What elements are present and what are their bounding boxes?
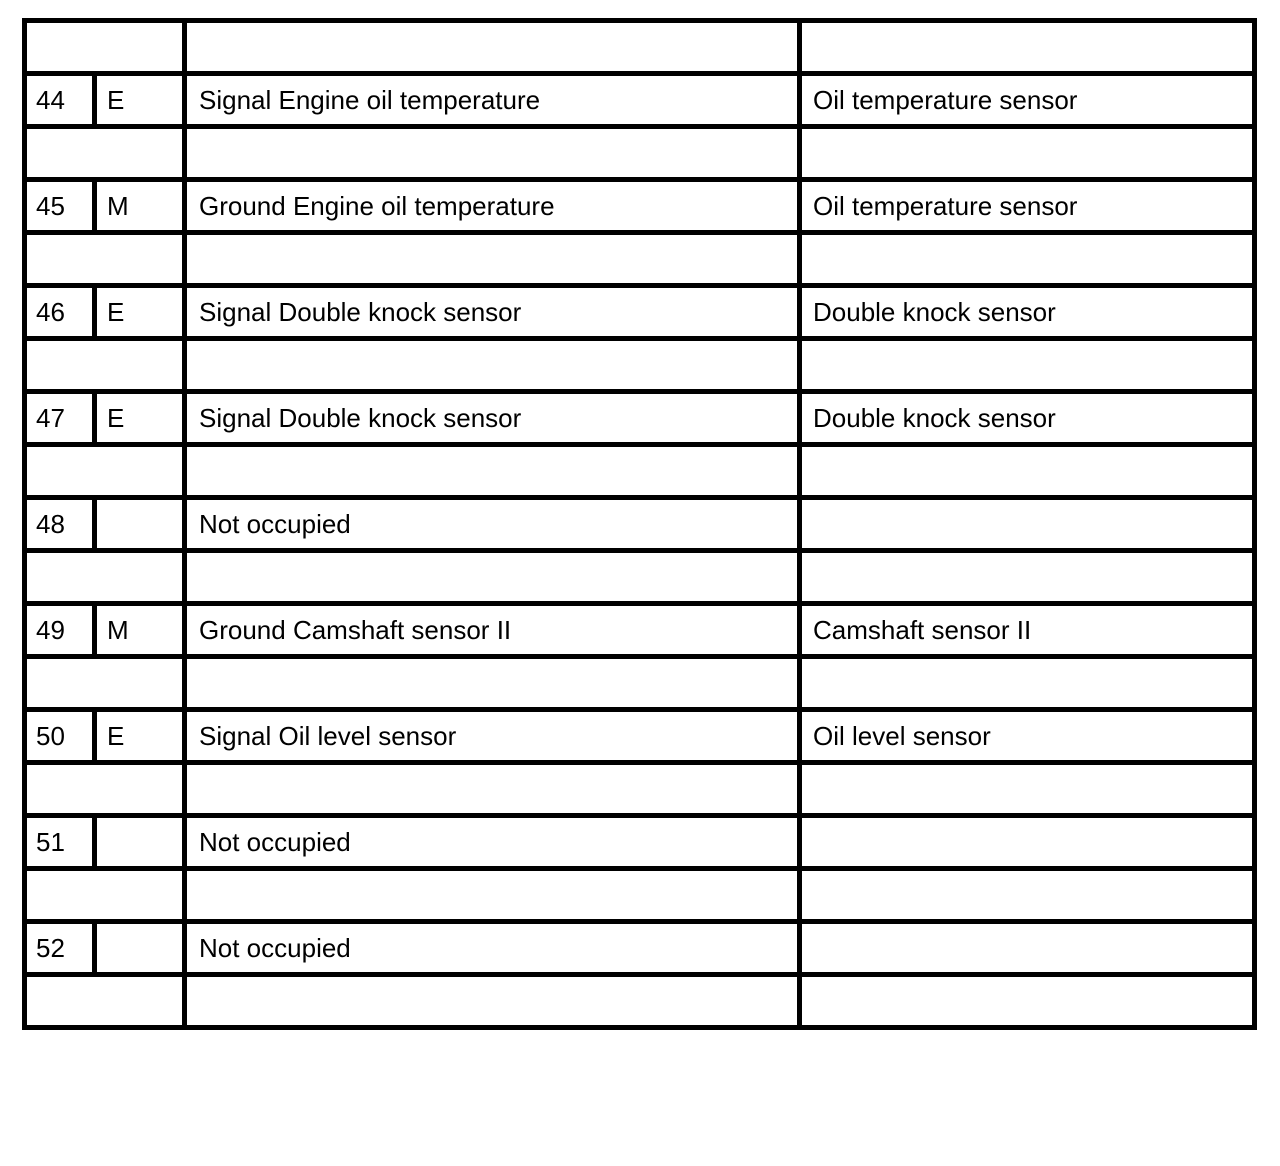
signal-description-cell: Not occupied: [185, 816, 800, 869]
empty-cell: [25, 975, 185, 1028]
empty-cell: [25, 21, 185, 74]
spacer-row: [25, 339, 1255, 392]
table-row: [25, 392, 1255, 445]
empty-cell: [185, 657, 800, 710]
table-row: [25, 922, 1255, 975]
spacer-row: [25, 763, 1255, 816]
spacer-row: [25, 127, 1255, 180]
pin-number-cell: 51: [25, 816, 95, 869]
empty-cell: [25, 233, 185, 286]
spacer-row: [25, 21, 1255, 74]
empty-cell: [25, 445, 185, 498]
pin-code-cell: [95, 498, 185, 551]
component-cell: Double knock sensor: [800, 392, 1255, 445]
component-cell: Camshaft sensor II: [800, 604, 1255, 657]
pin-code-cell: [95, 922, 185, 975]
pin-number-cell: 50: [25, 710, 95, 763]
empty-cell: [800, 551, 1255, 604]
pin-code-cell: E: [95, 392, 185, 445]
empty-cell: [185, 21, 800, 74]
pin-code-cell: E: [95, 286, 185, 339]
signal-description-cell: Ground Engine oil temperature: [185, 180, 800, 233]
empty-cell: [185, 763, 800, 816]
empty-cell: [800, 445, 1255, 498]
component-cell: Double knock sensor: [800, 286, 1255, 339]
table-row: [25, 180, 1255, 233]
empty-cell: [25, 339, 185, 392]
spacer-row: [25, 233, 1255, 286]
signal-description-cell: Signal Engine oil temperature: [185, 74, 800, 127]
empty-cell: [185, 869, 800, 922]
empty-cell: [185, 233, 800, 286]
empty-cell: [25, 127, 185, 180]
empty-cell: [800, 233, 1255, 286]
pin-number-cell: 52: [25, 922, 95, 975]
empty-cell: [800, 869, 1255, 922]
table-body: [25, 21, 1255, 1028]
signal-description-cell: Signal Oil level sensor: [185, 710, 800, 763]
empty-cell: [25, 869, 185, 922]
component-cell: Oil temperature sensor: [800, 74, 1255, 127]
signal-description-cell: Not occupied: [185, 922, 800, 975]
pin-assignment-table: [22, 18, 1257, 1030]
pin-code-cell: M: [95, 180, 185, 233]
empty-cell: [800, 975, 1255, 1028]
component-cell: [800, 498, 1255, 551]
pin-code-cell: M: [95, 604, 185, 657]
empty-cell: [185, 551, 800, 604]
signal-description-cell: Not occupied: [185, 498, 800, 551]
table-row: [25, 74, 1255, 127]
empty-cell: [800, 127, 1255, 180]
spacer-row: [25, 445, 1255, 498]
pin-number-cell: 47: [25, 392, 95, 445]
spacer-row: [25, 975, 1255, 1028]
pin-number-cell: 44: [25, 74, 95, 127]
signal-description-cell: Signal Double knock sensor: [185, 392, 800, 445]
table-row: [25, 286, 1255, 339]
empty-cell: [185, 445, 800, 498]
signal-description-cell: Signal Double knock sensor: [185, 286, 800, 339]
pin-code-cell: E: [95, 710, 185, 763]
pin-code-cell: [95, 816, 185, 869]
pin-code-cell: E: [95, 74, 185, 127]
empty-cell: [185, 339, 800, 392]
pin-number-cell: 45: [25, 180, 95, 233]
spacer-row: [25, 551, 1255, 604]
component-cell: [800, 816, 1255, 869]
component-cell: Oil level sensor: [800, 710, 1255, 763]
empty-cell: [800, 21, 1255, 74]
empty-cell: [25, 657, 185, 710]
pin-number-cell: 49: [25, 604, 95, 657]
spacer-row: [25, 869, 1255, 922]
spacer-row: [25, 657, 1255, 710]
table-row: [25, 604, 1255, 657]
empty-cell: [185, 127, 800, 180]
table-row: [25, 498, 1255, 551]
component-cell: [800, 922, 1255, 975]
pin-number-cell: 46: [25, 286, 95, 339]
table-row: [25, 816, 1255, 869]
component-cell: Oil temperature sensor: [800, 180, 1255, 233]
empty-cell: [185, 975, 800, 1028]
table-row: [25, 710, 1255, 763]
empty-cell: [800, 339, 1255, 392]
empty-cell: [800, 763, 1255, 816]
empty-cell: [800, 657, 1255, 710]
empty-cell: [25, 763, 185, 816]
signal-description-cell: Ground Camshaft sensor II: [185, 604, 800, 657]
empty-cell: [25, 551, 185, 604]
pin-number-cell: 48: [25, 498, 95, 551]
